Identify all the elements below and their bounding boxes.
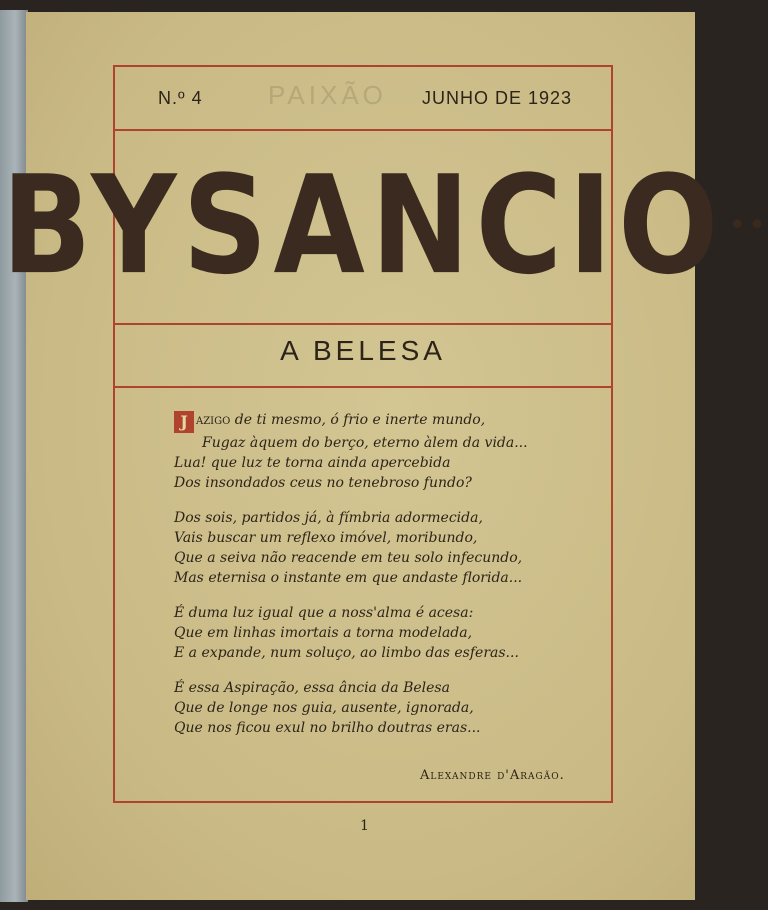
page-number: 1 [360,818,369,834]
section-title: A BELESA [280,335,446,366]
header-rule [113,129,613,131]
poem-line [174,410,594,433]
poem-line: Fugaz àquem do berço, eterno àlem da vida... [202,435,528,451]
section-rule [113,386,613,388]
issue-date: JUNHO DE 1923 [422,88,573,108]
first-word: azigo [196,412,231,428]
poem-line: É essa Aspiração, essa ância da Belesa [174,680,450,696]
poem-line: É duma luz igual que a noss'alma é acesa: [174,605,474,621]
poem-stanza [174,508,594,588]
poem-line: Mas eternisa o instante em que andaste florida... [174,570,523,586]
poem-stanza [174,410,594,493]
author-signature: Alexandre d'Aragão. [420,768,565,783]
show-through-text: PAIXÃO [268,80,387,110]
drop-cap: J [174,411,194,433]
masthead [1,140,768,310]
poem-line: Dos sois, partidos já, à fímbria adormecida, [174,510,483,526]
poem-line: Dos insondados ceus no tenebroso fundo? [174,475,472,491]
ornament-right: •• [728,207,768,243]
book-spine [0,10,28,902]
poem-stanza [174,603,594,663]
poem-line: Que nos ficou exul no brilho doutras eras... [174,720,481,736]
poem-line: Lua! que luz te torna ainda apercebida [174,455,451,471]
poem-line: E a expande, num soluço, ao limbo das esferas... [174,645,519,661]
poem-line: Que a seiva não reacende em teu solo infecundo, [174,550,523,566]
poem-line-text: de ti mesmo, ó frio e inerte mundo, [230,412,486,428]
poem-line: Que em linhas imortais a torna modelada, [174,625,473,641]
issue-number: N.º 4 [158,88,203,108]
poem-line: Vais buscar um reflexo imóvel, moribundo, [174,530,478,546]
poem-line: Que de longe nos guia, ausente, ignorada, [174,700,474,716]
poem-stanza [174,678,594,738]
masthead-bottom-rule [113,323,613,325]
poem [174,410,594,753]
journal-title: BYSANCIO [1,145,725,305]
